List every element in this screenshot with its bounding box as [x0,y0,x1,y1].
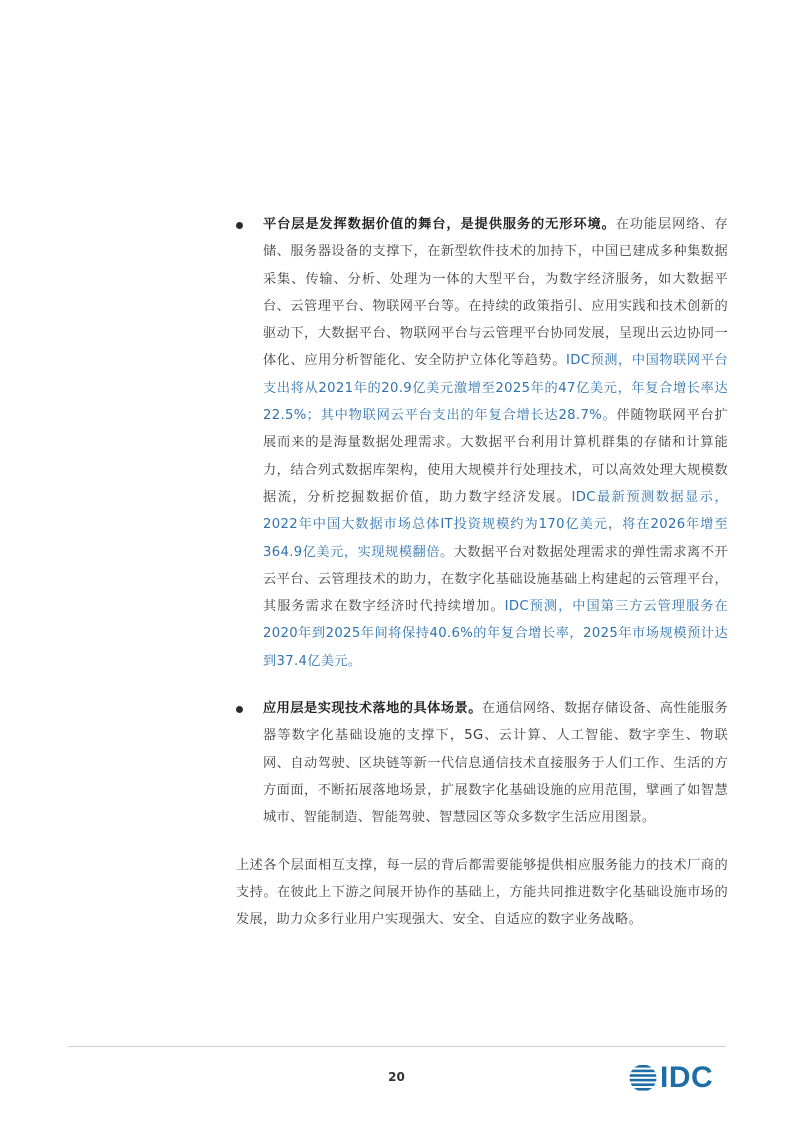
bullet-dot-icon [236,222,243,229]
platform-layer-text-1: 在功能层网络、存储、服务器设备的支撑下，在新型软件技术的加持下，中国已建成多种集数据采集、传输、分析、处理为一体的大型平台，为数字经济服务，如大数据平台、云管理平台、物联网平台等。在持续的政策指引、应用实践和技术创新的驱动下，大数据平台、物联网平台与云管理平台协同发展，呈现出云边协同一体化、应用分析智能化、安全防护立体化等趋势。 [263,217,728,369]
platform-layer-idc-forecast-2: IDC最新预测数据显示，2022年中国大数据市场总体IT投资规模约为170亿美元，将在2026年增至364.9亿美元，实现规模翻倍。 [263,489,728,560]
idc-logo-text: IDC [660,1061,714,1094]
bullet-application-layer [236,695,728,831]
bullet-dot-icon [236,706,243,713]
application-layer-text-1: 在通信网络、数据存储设备、高性能服务器等数字化基础设施的支撑下，5G、云计算、人工智能、数字孪生、物联网、自动驾驶、区块链等新一代信息通信技术直接服务于人们工作、生活的方方面面，不断拓展落地场景，扩展数字化基础设施的应用范围，擘画了如智慧城市、智能制造、智能驾驶、智慧园区等众多数字生活应用图景。 [263,701,728,826]
summary-paragraph: 上述各个层面相互支撑，每一层的背后都需要能够提供相应服务能力的技术厂商的支持。在彼此上下游之间展开协作的基础上，方能共同推进数字化基础设施市场的发展，助力众多行业用户实现强大、安全、自适应的数字业务战略。 [236,857,728,928]
platform-layer-idc-forecast-3: IDC预测，中国第三方云管理服务在2020年到2025年间将保持40.6%的年复合增长率，2025年市场规模预计达到37.4亿美元。 [263,599,728,669]
platform-layer-lead: 平台层是发挥数据价值的舞台，是提供服务的无形环境。 [263,217,616,232]
platform-layer-paragraph [263,211,728,675]
platform-layer-text-3: 大数据平台对数据处理需求的弹性需求离不开云平台、云管理技术的助力，在数字化基础设施基础上构建起的云管理平台，其服务需求在数字经济时代持续增加。 [263,544,728,615]
application-layer-lead: 应用层是实现技术落地的具体场景。 [263,701,482,717]
platform-layer-idc-forecast-1: IDC预测，中国物联网平台支出将从2021年的20.9亿美元激增至2025年的47亿美元，年复合增长率达22.5%；其中物联网云平台支出的年复合增长达28.7%。 [263,353,728,424]
idc-logo [628,1061,713,1095]
footer-divider [68,1046,726,1047]
bullet-platform-layer [236,211,728,675]
idc-logo-globe-icon [628,1063,658,1093]
page-number: 20 [388,1070,405,1084]
application-layer-paragraph [263,695,728,831]
platform-layer-text-2: 伴随物联网平台扩展而来的是海量数据处理需求。大数据平台利用计算机群集的存储和计算能力，结合列式数据库架构，使用大规模并行处理技术，可以高效处理大规模数据流，分析挖掘数据价值，助力数字经济发展。 [263,408,728,505]
main-content [236,211,728,933]
